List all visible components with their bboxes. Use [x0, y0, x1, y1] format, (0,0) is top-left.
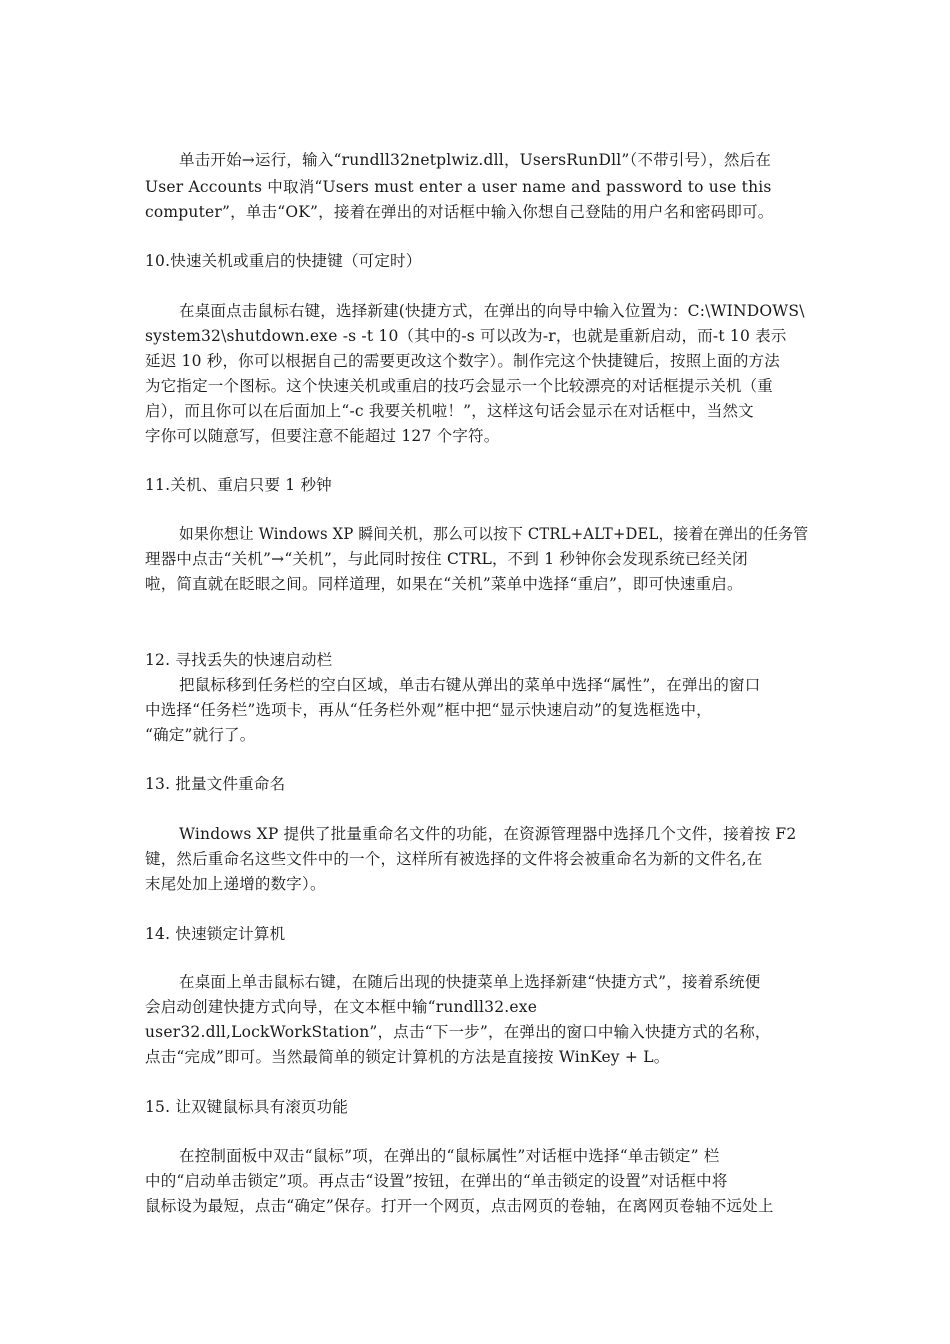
section-heading: 14. 快速锁定计算机	[145, 925, 286, 943]
paragraph-line: 在控制面板中双击“鼠标”项，在弹出的“鼠标属性”对话框中选择“单击锁定” 栏	[179, 1147, 720, 1165]
paragraph-line: 单击开始→运行，输入“rundll32netplwiz.dll，UsersRunDll”（不带引号），然后在	[179, 151, 772, 169]
paragraph-line: system32\shutdown.exe -s -t 10（其中的-s 可以改为-r，也就是重新启动，而-t 10 表示	[145, 327, 787, 345]
section-heading: 13. 批量文件重命名	[145, 775, 286, 793]
paragraph-line: 延迟 10 秒，你可以根据自己的需要更改这个数字）。制作完这个快捷键后，按照上面的方法	[145, 352, 780, 370]
paragraph-line: 会启动创建快捷方式向导，在文本框中输“rundll32.exe	[145, 998, 538, 1016]
paragraph-line: 啦，简直就在眨眼之间。同样道理，如果在“关机”菜单中选择“重启”，即可快速重启。	[145, 575, 743, 593]
paragraph-line: user32.dll,LockWorkStation”，点击“下一步”，在弹出的窗口中输入快捷方式的名称，	[145, 1023, 771, 1041]
paragraph-line: 在桌面点击鼠标右键，选择新建(快捷方式，在弹出的向导中输入位置为：C:\WINDOWS\	[179, 302, 805, 320]
paragraph-line: 点击“完成”即可。当然最简单的锁定计算机的方法是直接按 WinKey + L。	[145, 1048, 670, 1066]
section-heading: 11.关机、重启只要 1 秒钟	[145, 476, 332, 494]
paragraph-line: 鼠标设为最短，点击“确定”保存。打开一个网页，点击网页的卷轴，在离网页卷轴不远处上	[145, 1197, 774, 1215]
paragraph-line: 中的“启动单击锁定”项。再点击“设置”按钮，在弹出的“单击锁定的设置”对话框中将	[145, 1172, 728, 1190]
paragraph-line: Windows XP 提供了批量重命名文件的功能，在资源管理器中选择几个文件，接着按 F2	[179, 825, 797, 843]
section-heading: 10.快速关机或重启的快捷键（可定时）	[145, 252, 422, 270]
paragraph-line: computer”，单击“OK”，接着在弹出的对话框中输入你想自己登陆的用户名和密码即可。	[145, 203, 774, 221]
section-heading: 12. 寻找丢失的快速启动栏	[145, 651, 333, 669]
paragraph-line: “确定”就行了。	[145, 726, 256, 744]
paragraph-line: 理器中点击“关机”→“关机”，与此同时按住 CTRL，不到 1 秒钟你会发现系统已经关闭	[145, 550, 748, 568]
paragraph-line: 字你可以随意写，但要注意不能超过 127 个字符。	[145, 427, 500, 445]
paragraph-line: 末尾处加上递增的数字）。	[145, 875, 326, 893]
paragraph-line: 中选择“任务栏”选项卡，再从“任务栏外观”框中把“显示快速启动”的复选框选中，	[145, 701, 712, 719]
paragraph-line: 启），而且你可以在后面加上“-c 我要关机啦！”，这样这句话会显示在对话框中，当然文	[145, 402, 754, 420]
section-heading: 15. 让双键鼠标具有滚页功能	[145, 1098, 349, 1116]
paragraph-line: 为它指定一个图标。这个快速关机或重启的技巧会显示一个比较漂亮的对话框提示关机（重	[145, 377, 774, 395]
paragraph-line: User Accounts 中取消“Users must enter a user name and password to use this	[145, 178, 772, 196]
paragraph-line: 在桌面上单击鼠标右键，在随后出现的快捷菜单上选择新建“快捷方式”，接着系统便	[179, 973, 761, 991]
paragraph-line: 如果你想让 Windows XP 瞬间关机，那么可以按下 CTRL+ALT+DEL，接着在弹出的任务管	[179, 525, 809, 543]
paragraph-line: 键，然后重命名这些文件中的一个，这样所有被选择的文件将会被重命名为新的文件名,在	[145, 850, 763, 868]
paragraph-line: 把鼠标移到任务栏的空白区域，单击右键从弹出的菜单中选择“属性”，在弹出的窗口	[179, 676, 761, 694]
